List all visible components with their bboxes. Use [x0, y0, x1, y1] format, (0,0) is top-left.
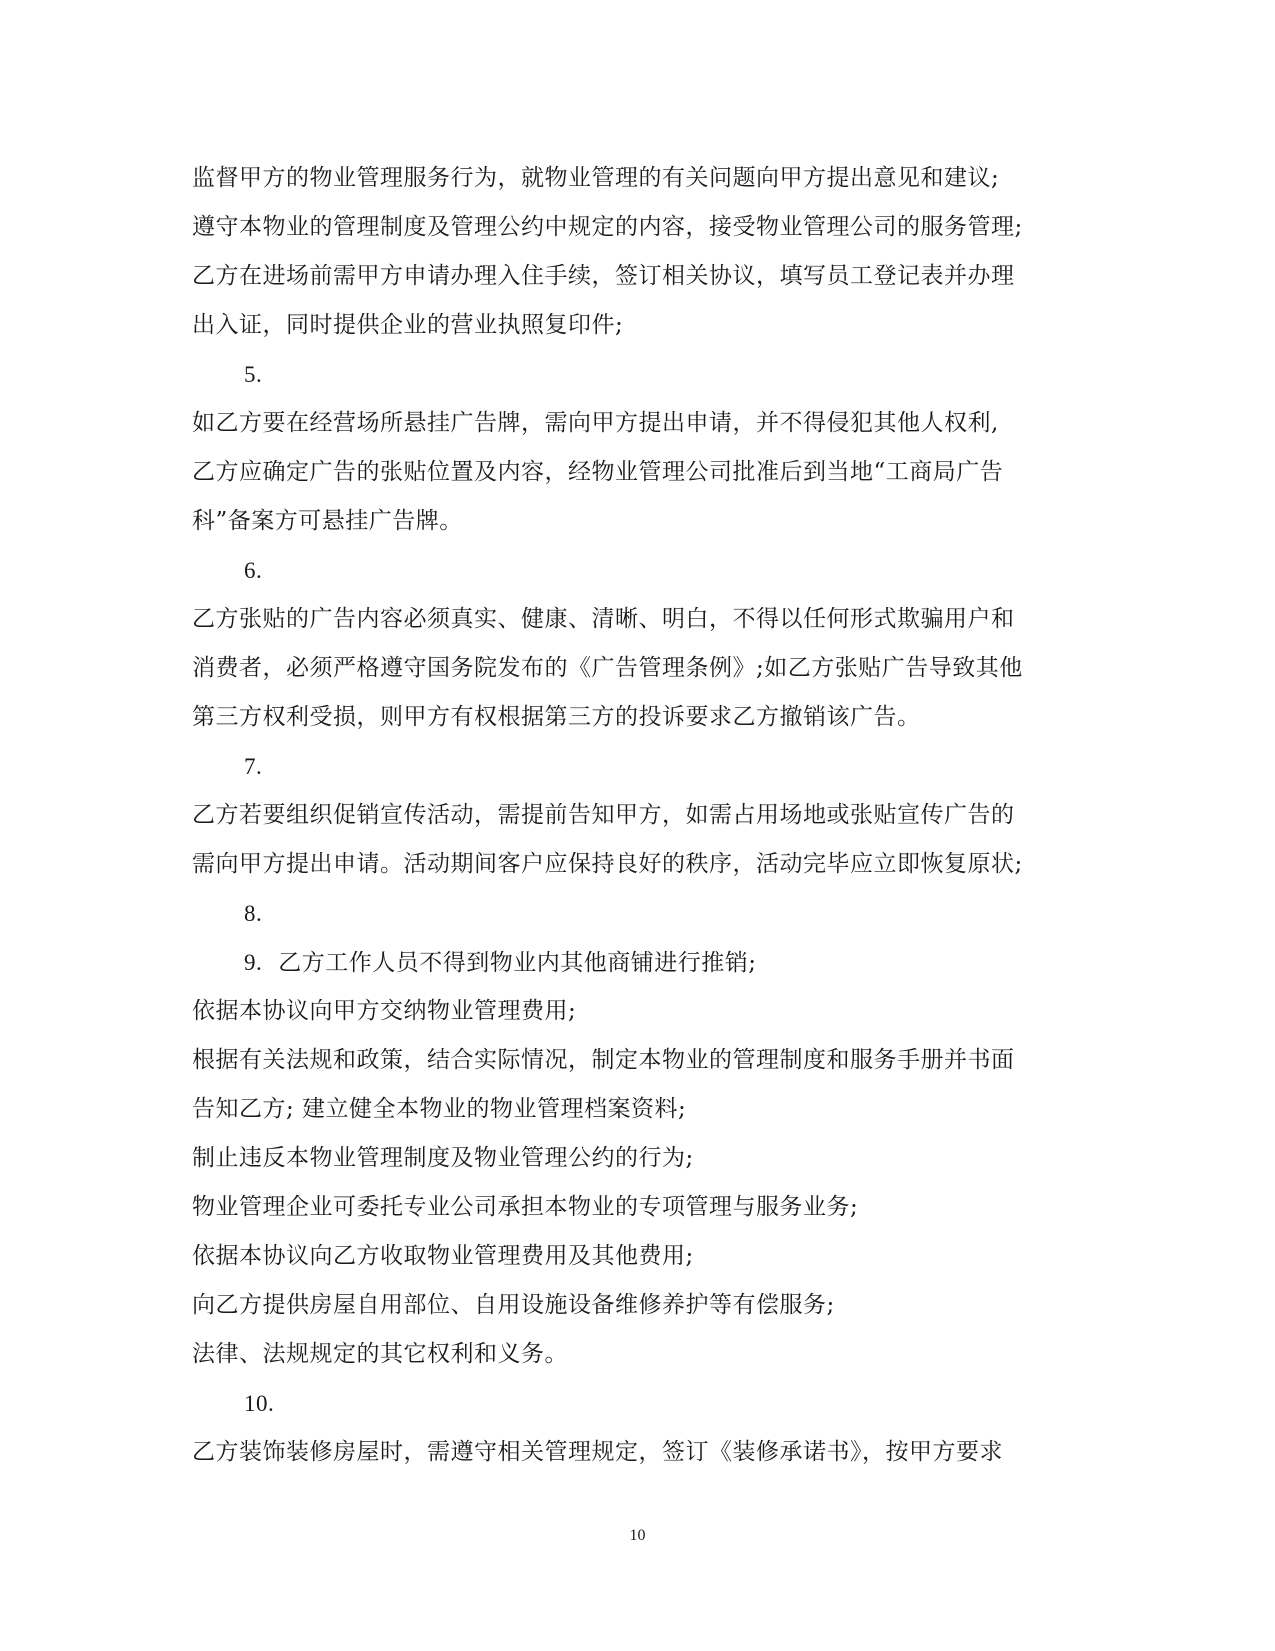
text-line: 物业管理企业可委托专业公司承担本物业的专项管理与服务业务;: [192, 1194, 859, 1220]
text-line: 向乙方提供房屋自用部位、自用设施设备维修养护等有偿服务;: [192, 1292, 835, 1318]
text-line: 科”备案方可悬挂广告牌。: [192, 508, 463, 534]
text-line: 乙方在进场前需甲方申请办理入住手续，签订相关协议，填写员工登记表并办理: [192, 263, 1015, 289]
document-body: [192, 154, 1092, 1477]
text-line: 出入证，同时提供企业的营业执照复印件;: [192, 312, 624, 338]
item-number: 9.: [244, 950, 263, 975]
item-number: 7.: [244, 754, 263, 779]
text-line: 乙方若要组织促销宣传活动，需提前告知甲方，如需占用场地或张贴宣传广告的: [192, 802, 1015, 828]
text-line: 乙方装饰装修房屋时，需遵守相关管理规定，签订《装修承诺书》，按甲方要求: [192, 1439, 1003, 1465]
text-line: 监督甲方的物业管理服务行为，就物业管理的有关问题向甲方提出意见和建议;: [192, 165, 1000, 191]
item-number: 8.: [244, 901, 263, 926]
item-number: 5.: [244, 362, 263, 387]
text-line: 需向甲方提出申请。活动期间客户应保持良好的秩序，活动完毕应立即恢复原状;: [192, 851, 1023, 877]
page-number: 10: [629, 1527, 646, 1544]
item-number: 10.: [244, 1391, 275, 1416]
text-line: 告知乙方; 建立健全本物业的物业管理档案资料;: [192, 1096, 687, 1122]
text-line: 根据有关法规和政策，结合实际情况，制定本物业的管理制度和服务手册并书面: [192, 1047, 1015, 1073]
text-line: 第三方权利受损，则甲方有权根据第三方的投诉要求乙方撤销该广告。: [192, 704, 921, 730]
text-line: 依据本协议向乙方收取物业管理费用及其他费用;: [192, 1243, 694, 1269]
item-number: 6.: [244, 558, 263, 583]
text-line: 遵守本物业的管理制度及管理公约中规定的内容，接受物业管理公司的服务管理;: [192, 214, 1023, 240]
numbered-line: [192, 938, 1092, 987]
item-text: 乙方工作人员不得到物业内其他商铺进行推销;: [278, 950, 757, 976]
text-line: 如乙方要在经营场所悬挂广告牌，需向甲方提出申请，并不得侵犯其他人权利,: [192, 410, 999, 436]
text-line: 制止违反本物业管理制度及物业管理公约的行为;: [192, 1145, 694, 1171]
text-line: 乙方应确定广告的张贴位置及内容，经物业管理公司批准后到当地“工商局广告: [192, 459, 1004, 485]
text-line: 乙方张贴的广告内容必须真实、健康、清晰、明白，不得以任何形式欺骗用户和: [192, 606, 1015, 632]
text-line: 消费者，必须严格遵守国务院发布的《广告管理条例》;如乙方张贴广告导致其他: [192, 655, 1023, 681]
text-line: 法律、法规规定的其它权利和义务。: [192, 1341, 568, 1367]
text-line: 依据本协议向甲方交纳物业管理费用;: [192, 998, 577, 1024]
